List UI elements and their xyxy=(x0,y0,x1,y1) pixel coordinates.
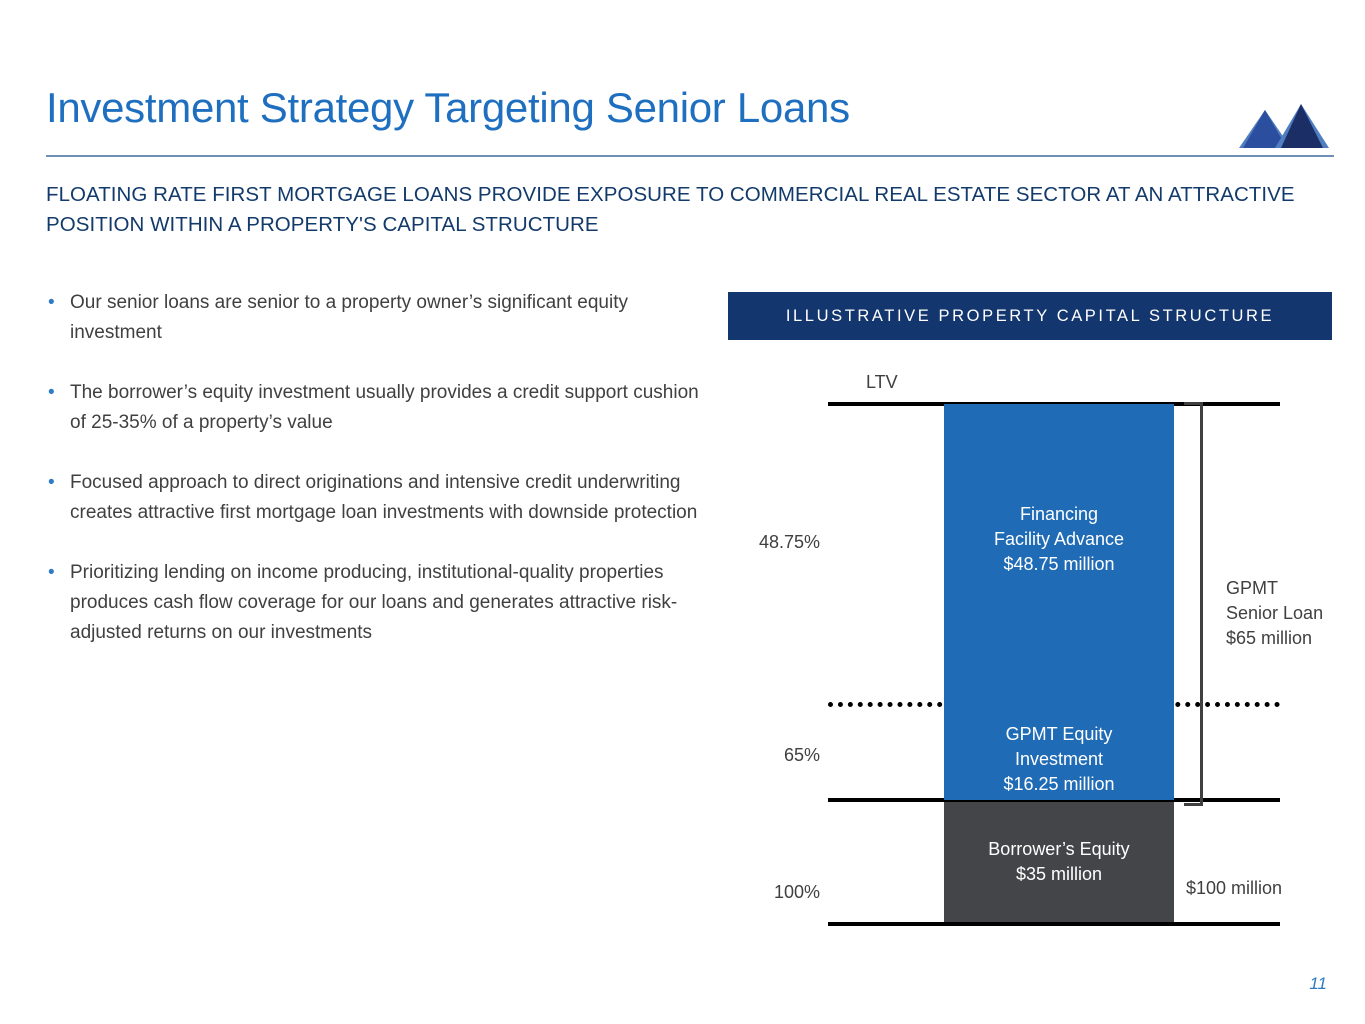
chart-rule-bottom xyxy=(828,922,1280,926)
bracket-label-line: GPMT xyxy=(1226,578,1278,598)
bracket-label-line: $65 million xyxy=(1226,628,1313,648)
list-item: • The borrower’s equity investment usually provides a credit support cushion of 25-35% of a property’s value xyxy=(44,378,704,438)
total-value-label: $100 million xyxy=(1186,878,1283,898)
bar-label-line: $35 million xyxy=(1015,864,1103,884)
bar-label-financing-facility xyxy=(944,502,1174,577)
bar-label-line: Financing xyxy=(1019,504,1099,524)
axis-tick-100: 100% xyxy=(773,882,820,902)
page-title: Investment Strategy Targeting Senior Loans xyxy=(46,84,850,131)
chart-title-banner: ILLUSTRATIVE PROPERTY CAPITAL STRUCTURE xyxy=(728,292,1332,340)
title-divider xyxy=(46,155,1334,157)
company-logo-icon xyxy=(1235,88,1333,150)
senior-loan-bracket xyxy=(1184,402,1203,806)
bar-label-line: Investment xyxy=(1014,749,1104,769)
slide-subtitle: FLOATING RATE FIRST MORTGAGE LOANS PROVIDE EXPOSURE TO COMMERCIAL REAL ESTATE SECTOR AT AN ATTRACTIVE POSITION WITHIN A PROPERTY'S CAPITAL STRUCTURE xyxy=(46,183,1295,236)
page-number: 11 xyxy=(1309,974,1327,993)
bar-label-line: Borrower’s Equity xyxy=(988,839,1130,859)
bar-label-line: Facility Advance xyxy=(993,529,1125,549)
list-item: • Prioritizing lending on income producing, institutional-quality properties produces cash flow coverage for our loans and generates attractive risk-adjusted returns on our investments xyxy=(44,558,704,648)
bracket-label-line: Senior Loan xyxy=(1226,603,1324,623)
bar-label-line: GPMT Equity xyxy=(1005,724,1113,744)
senior-loan-bracket-label xyxy=(1226,576,1323,651)
bar-label-gpmt-equity xyxy=(944,722,1174,797)
axis-tick-65: 65% xyxy=(783,745,820,765)
bar-label-line: $48.75 million xyxy=(1003,554,1115,574)
capital-structure-chart xyxy=(728,340,1338,960)
list-item: • Focused approach to direct originations and intensive credit underwriting creates attractive first mortgage loan investments with downside protection xyxy=(44,468,704,528)
axis-tick-48-75: 48.75% xyxy=(758,532,820,552)
list-item: • Our senior loans are senior to a property owner’s significant equity investment xyxy=(44,288,704,348)
bullet-list xyxy=(44,288,704,678)
bar-label-borrower-equity xyxy=(944,837,1174,887)
chart-axis-label-ltv: LTV xyxy=(866,372,898,392)
bar-label-line: $16.25 million xyxy=(1003,774,1115,794)
